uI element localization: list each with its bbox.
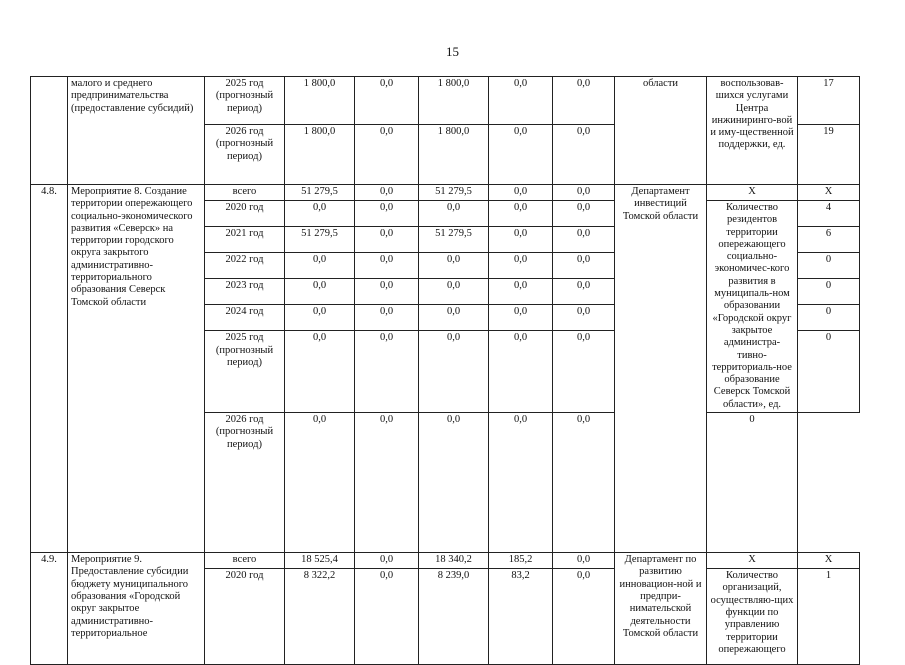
federal-cell: 0,0	[355, 125, 419, 185]
local-cell: 0,0	[489, 279, 553, 305]
regional-cell: 51 279,5	[419, 185, 489, 201]
regional-cell: 0,0	[419, 413, 489, 553]
extra-budget-cell: 0,0	[553, 569, 615, 665]
indicator-total-cell: X	[707, 185, 798, 201]
local-cell: 0,0	[489, 201, 553, 227]
extra-budget-cell: 0,0	[553, 413, 615, 553]
federal-cell: 0,0	[355, 331, 419, 413]
local-cell: 0,0	[489, 305, 553, 331]
regional-cell: 1 800,0	[419, 77, 489, 125]
federal-cell: 0,0	[355, 553, 419, 569]
period-cell: 2025 год (прогнозный период)	[205, 331, 285, 413]
indicator-value: 6	[798, 227, 860, 253]
measure-name: Мероприятие 8. Создание территории опережающего социально-экономического развития «Северск» на территории городского округа закрытого административно-территориального образования Северск Томской области	[68, 185, 205, 553]
extra-budget-cell: 0,0	[553, 279, 615, 305]
executor-cell: области	[615, 77, 707, 185]
indicator-cell: воспользовав-шихся услугами Центра инжиниринго-вой и иму-щественной поддержки, ед.	[707, 77, 798, 185]
row-number-cell	[31, 77, 68, 185]
regional-cell: 0,0	[419, 331, 489, 413]
local-cell: 0,0	[489, 185, 553, 201]
federal-cell: 0,0	[355, 305, 419, 331]
indicator-value: X	[798, 185, 860, 201]
indicator-cell: Количество организаций, осуществляю-щих функции по управлению территории опережающего	[707, 569, 798, 665]
period-cell: 2026 год (прогнозный период)	[205, 413, 285, 553]
executor-cell: Департамент по развитию инновацион-ной и предпри-нимательской деятельности Томской области	[615, 553, 707, 665]
federal-cell: 0,0	[355, 77, 419, 125]
regional-cell: 1 800,0	[419, 125, 489, 185]
indicator-value: 0	[798, 305, 860, 331]
page-number: 15	[446, 44, 459, 59]
table-row	[31, 77, 860, 125]
regional-cell: 18 340,2	[419, 553, 489, 569]
total-cell: 0,0	[285, 201, 355, 227]
extra-budget-cell: 0,0	[553, 125, 615, 185]
total-cell: 0,0	[285, 331, 355, 413]
local-cell: 83,2	[489, 569, 553, 665]
measure-name: Мероприятие 9. Предоставление субсидии бюджету муниципального образования «Городской округ закрытое административно-территориальное	[68, 553, 205, 665]
local-cell: 0,0	[489, 227, 553, 253]
period-cell: 2021 год	[205, 227, 285, 253]
indicator-value: 1	[798, 569, 860, 665]
regional-cell: 0,0	[419, 279, 489, 305]
indicator-total-cell: X	[707, 553, 798, 569]
extra-budget-cell: 0,0	[553, 77, 615, 125]
row-number-cell: 4.9.	[31, 553, 68, 665]
federal-cell: 0,0	[355, 279, 419, 305]
total-cell: 0,0	[285, 305, 355, 331]
local-cell: 0,0	[489, 413, 553, 553]
period-cell: 2025 год (прогнозный период)	[205, 77, 285, 125]
period-cell: 2023 год	[205, 279, 285, 305]
regional-cell: 8 239,0	[419, 569, 489, 665]
total-cell: 0,0	[285, 253, 355, 279]
indicator-value: 4	[798, 201, 860, 227]
federal-cell: 0,0	[355, 227, 419, 253]
executor-cell: Департамент инвестиций Томской области	[615, 185, 707, 553]
row-number-cell: 4.8.	[31, 185, 68, 553]
indicator-value: 17	[798, 77, 860, 125]
period-cell: 2020 год	[205, 201, 285, 227]
indicator-value: X	[798, 553, 860, 569]
federal-cell: 0,0	[355, 185, 419, 201]
extra-budget-cell: 0,0	[553, 201, 615, 227]
period-cell: 2024 год	[205, 305, 285, 331]
total-cell: 1 800,0	[285, 125, 355, 185]
local-cell: 0,0	[489, 253, 553, 279]
total-cell: 0,0	[285, 279, 355, 305]
table-row	[31, 185, 860, 201]
indicator-value: 19	[798, 125, 860, 185]
federal-cell: 0,0	[355, 253, 419, 279]
total-cell: 1 800,0	[285, 77, 355, 125]
regional-cell: 0,0	[419, 305, 489, 331]
extra-budget-cell: 0,0	[553, 185, 615, 201]
table-row	[31, 553, 860, 569]
regional-cell: 0,0	[419, 201, 489, 227]
local-cell: 0,0	[489, 77, 553, 125]
local-cell: 185,2	[489, 553, 553, 569]
period-cell: 2020 год	[205, 569, 285, 665]
period-cell: всего	[205, 553, 285, 569]
period-cell: 2026 год (прогнозный период)	[205, 125, 285, 185]
total-cell: 8 322,2	[285, 569, 355, 665]
extra-budget-cell: 0,0	[553, 227, 615, 253]
regional-cell: 0,0	[419, 253, 489, 279]
regional-cell: 51 279,5	[419, 227, 489, 253]
program-table	[30, 76, 860, 665]
period-cell: 2022 год	[205, 253, 285, 279]
local-cell: 0,0	[489, 331, 553, 413]
total-cell: 0,0	[285, 413, 355, 553]
indicator-value: 0	[798, 279, 860, 305]
federal-cell: 0,0	[355, 569, 419, 665]
indicator-cell: Количество резидентов территории опережающего социально-экономичес-кого развития в муниципаль-ном образовании «Городской округ закрытое администра-тивно-территориаль-ное образование Северск Томской области», ед.	[707, 201, 798, 413]
extra-budget-cell: 0,0	[553, 331, 615, 413]
total-cell: 18 525,4	[285, 553, 355, 569]
federal-cell: 0,0	[355, 201, 419, 227]
indicator-value: 0	[798, 331, 860, 413]
total-cell: 51 279,5	[285, 227, 355, 253]
federal-cell: 0,0	[355, 413, 419, 553]
local-cell: 0,0	[489, 125, 553, 185]
extra-budget-cell: 0,0	[553, 253, 615, 279]
extra-budget-cell: 0,0	[553, 305, 615, 331]
extra-budget-cell: 0,0	[553, 553, 615, 569]
indicator-value: 0	[707, 413, 798, 553]
measure-name: малого и среднего предпринимательства (предоставление субсидий)	[68, 77, 205, 185]
period-cell: всего	[205, 185, 285, 201]
total-cell: 51 279,5	[285, 185, 355, 201]
indicator-value: 0	[798, 253, 860, 279]
